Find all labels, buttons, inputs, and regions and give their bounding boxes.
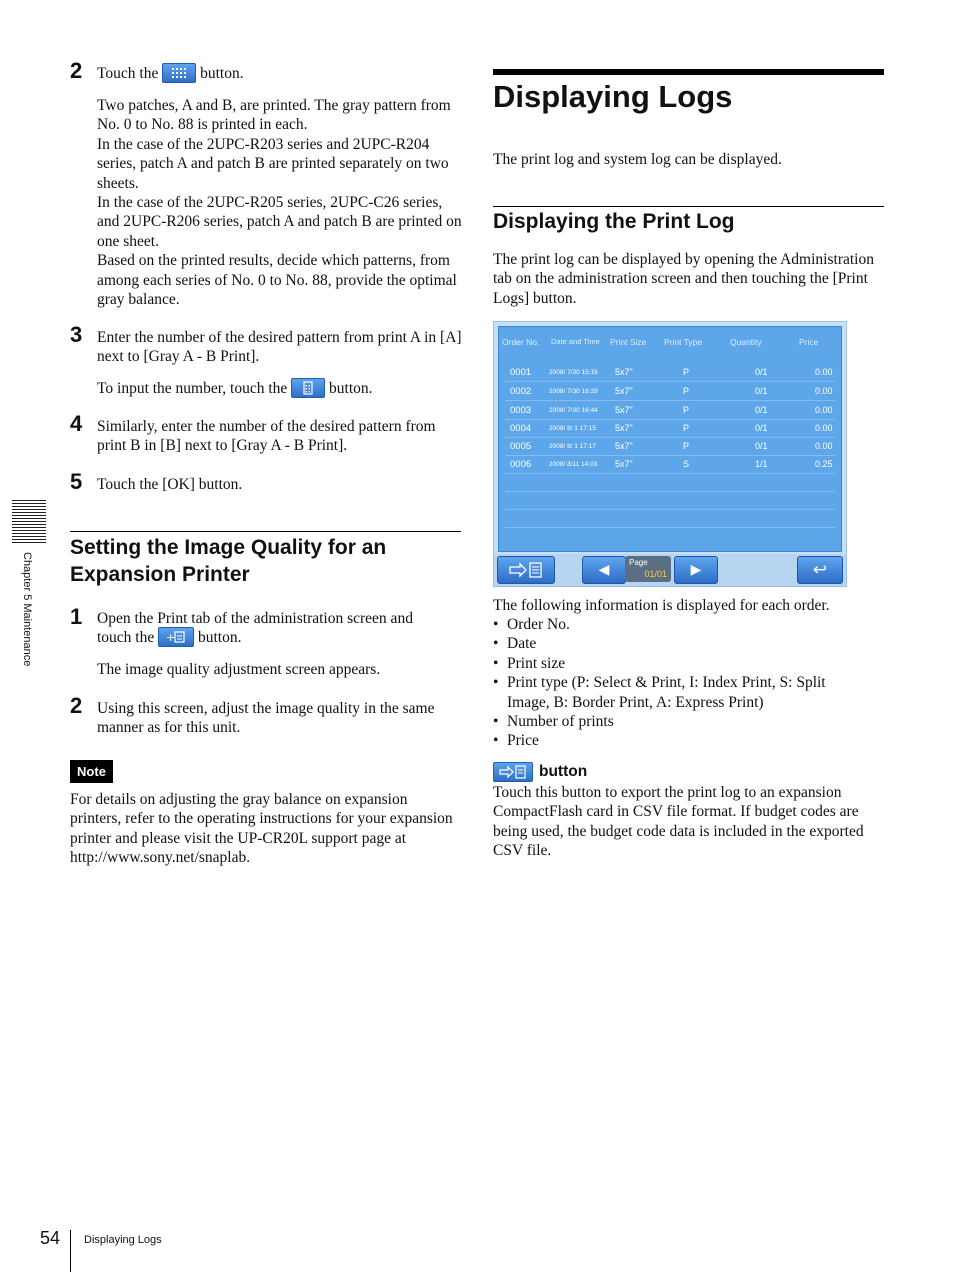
subtext-before: To input the number, touch the	[97, 380, 288, 397]
intro-text: The print log and system log can be displayed.	[493, 151, 782, 168]
list-item: • Print type (P: Select & Print, I: Index Print, S: Split Image, B: Border Print, A: Express Print)	[493, 673, 865, 712]
info-list	[493, 615, 865, 751]
print-log-screenshot	[493, 321, 847, 587]
header-price: Price	[799, 337, 819, 347]
section-rule	[70, 531, 461, 532]
title-rule	[493, 69, 884, 75]
list-item: • Price	[493, 731, 865, 750]
cell-type: P	[683, 441, 690, 451]
cell-order-no: 0005	[510, 441, 532, 452]
step-text: Using this screen, adjust the image quality in the same manner as for this unit.	[97, 700, 435, 737]
section-intro: The print log can be displayed by opening the Administration tab on the administration screen and then touching the [Print Logs] button.	[493, 251, 874, 307]
list-item: • Date	[493, 634, 865, 653]
cell-type: P	[683, 423, 690, 433]
running-title: Displaying Logs	[84, 1234, 162, 1246]
cell-size: 5x7"	[615, 423, 633, 433]
table-header	[499, 337, 841, 351]
button-heading: button	[539, 762, 588, 780]
cell-price: 0.00	[815, 405, 833, 415]
table-row	[505, 437, 835, 456]
cell-price: 0.00	[815, 386, 833, 396]
list-item: • Number of prints	[493, 712, 865, 731]
subtext-after: button.	[329, 380, 373, 397]
section-heading: Setting the Image Quality for an Expansion Printer	[70, 536, 387, 586]
cell-type: P	[683, 405, 690, 415]
cell-date: 2008/ 8/ 1 17:15	[549, 425, 596, 432]
info-intro: The following information is displayed for each order.	[493, 597, 830, 614]
table-row	[505, 382, 835, 401]
cell-qty: 0/1	[755, 441, 768, 451]
step-text: Similarly, enter the number of the desired pattern from print B in [B] next to [Gray A - B Print].	[97, 418, 436, 455]
cell-date: 2008/ 7/30 16:44	[549, 407, 598, 414]
chapter-side-tab	[12, 500, 46, 544]
export-log-icon	[493, 762, 533, 782]
cell-qty: 1/1	[755, 459, 768, 469]
cell-order-no: 0002	[510, 386, 532, 397]
cell-qty: 0/1	[755, 423, 768, 433]
step-subtext: The image quality adjustment screen appears.	[97, 661, 381, 678]
cell-order-no: 0001	[510, 367, 532, 378]
page-title: Displaying Logs	[493, 79, 733, 114]
step-text: Open the Print tab of the administration screen and	[97, 610, 413, 627]
cell-order-no: 0003	[510, 405, 532, 416]
step-number: 5	[70, 469, 83, 494]
cell-size: 5x7"	[615, 386, 633, 396]
step-number: 2	[70, 693, 83, 718]
step-subtext	[97, 379, 462, 399]
cell-price: 0.25	[815, 459, 833, 469]
cell-size: 5x7"	[615, 441, 633, 451]
page-number: 54	[40, 1228, 61, 1248]
next-page-button[interactable]: ▶	[674, 556, 718, 584]
cell-date: 2008/ 8/11 14:03	[549, 461, 598, 468]
header-quantity: Quantity	[730, 337, 762, 347]
cell-qty: 0/1	[755, 405, 768, 415]
chapter-side-label: Chapter 5 Maintenance	[21, 552, 33, 667]
step-number: 4	[70, 411, 83, 436]
page-label: Page	[629, 558, 648, 567]
return-button[interactable]: ↩	[797, 556, 843, 584]
cell-order-no: 0006	[510, 459, 532, 470]
step-number: 1	[70, 604, 83, 629]
table-row	[505, 401, 835, 420]
step-number: 3	[70, 322, 83, 347]
export-log-button[interactable]	[497, 556, 555, 584]
table-row	[505, 363, 835, 382]
step-text-before: touch the	[97, 629, 155, 646]
screenshot-toolbar	[494, 554, 846, 586]
step-body: Two patches, A and B, are printed. The gray pattern from No. 0 to No. 88 is printed in each. In the case of the 2UPC-R203 series and 2UPC-R204 series, patch A and patch B are printed separately on two sheets. In the case of the 2UPC-R205 series, 2UPC-C26 series, and 2UPC-R206 series, patch A and patch B are printed on one sheet. Based on the printed results, decide which patterns, from among each series of No. 0 to No. 88, provide the optimal gray balance.	[97, 97, 462, 309]
step-number: 2	[70, 58, 83, 83]
cell-qty: 0/1	[755, 367, 768, 377]
note-label: Note	[70, 760, 113, 783]
cell-price: 0.00	[815, 441, 833, 451]
section-rule	[493, 206, 884, 207]
table-row-empty	[505, 509, 835, 528]
step-text: Touch the [OK] button.	[97, 476, 243, 493]
add-printer-icon	[158, 627, 194, 647]
button-heading-row	[493, 762, 884, 782]
step-text-line2	[97, 628, 462, 648]
cell-type: P	[683, 386, 690, 396]
table-row-empty	[505, 527, 835, 545]
table-row	[505, 419, 835, 438]
step-text	[97, 64, 462, 84]
cell-type: S	[683, 459, 690, 469]
note-text: For details on adjusting the gray balance on expansion printers, refer to the operating instructions for your expansion printer and please visit the UP-CR20L support page at http://www.sony.net/snaplab.	[70, 791, 453, 867]
page-indicator	[625, 556, 671, 582]
print-log-table	[498, 326, 842, 552]
table-row-empty	[505, 491, 835, 510]
cell-size: 5x7"	[615, 459, 633, 469]
cell-order-no: 0004	[510, 423, 532, 434]
cell-price: 0.00	[815, 367, 833, 377]
cell-date: 2008/ 8/ 1 17:17	[549, 443, 596, 450]
cell-date: 2008/ 7/30 15:16	[549, 369, 598, 376]
cell-size: 5x7"	[615, 367, 633, 377]
page-value: 01/01	[644, 569, 667, 579]
footer-rule	[70, 1230, 71, 1272]
step-text-after: button.	[200, 65, 244, 82]
list-item: • Order No.	[493, 615, 865, 634]
section-heading: Displaying the Print Log	[493, 210, 735, 233]
step-text-before: Touch the	[97, 65, 159, 82]
svg-text:+: +	[166, 631, 176, 645]
numeric-keypad-icon	[291, 378, 325, 398]
button-description: Touch this button to export the print log to an expansion CompactFlash card in CSV file format. If budget codes are being used, the budget code data is included in the exported CSV file.	[493, 784, 864, 860]
table-row-empty	[505, 473, 835, 492]
cell-price: 0.00	[815, 423, 833, 433]
pattern-grid-icon	[162, 63, 196, 83]
header-print-type: Print Type	[664, 337, 703, 347]
step-text: Enter the number of the desired pattern from print A in [A] next to [Gray A - B Print].	[97, 329, 462, 366]
step-text-after: button.	[198, 629, 242, 646]
table-row	[505, 455, 835, 474]
prev-page-button[interactable]: ◀	[582, 556, 626, 584]
header-date-time: Date and Time	[551, 337, 600, 346]
header-order-no: Order No.	[502, 337, 540, 347]
cell-size: 5x7"	[615, 405, 633, 415]
header-print-size: Print Size	[610, 337, 647, 347]
cell-qty: 0/1	[755, 386, 768, 396]
cell-date: 2008/ 7/30 16:29	[549, 388, 598, 395]
cell-type: P	[683, 367, 690, 377]
list-item: • Print size	[493, 654, 865, 673]
